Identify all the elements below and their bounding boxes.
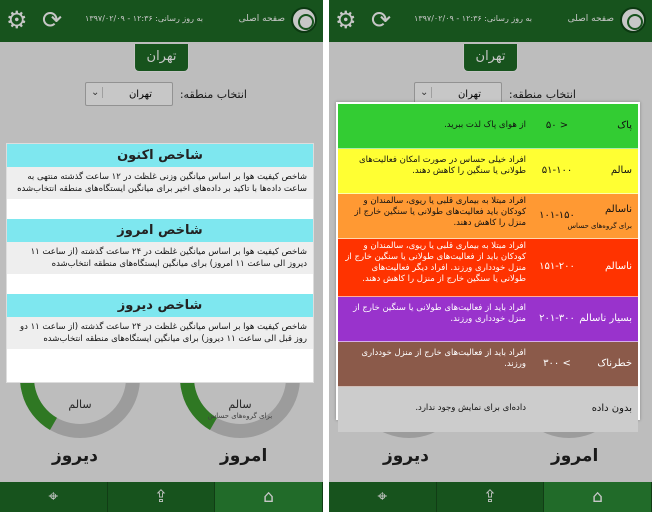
chevron-down-icon: ⌄ (420, 87, 432, 98)
info-desc-yesterday: شاخص کیفیت هوا بر اساس میانگین غلظت در ۲۴ ساعت گذشته (از ساعت ۱۱ دو روز قبل الی ساعت ۱۱ دیروز) برای میانگین ایستگاه‌های منطقه انتخاب‌شده (7, 317, 313, 349)
legend-row-hazardous (338, 342, 638, 387)
legend-name: پاک (617, 120, 632, 131)
legend-row-unhealthy-sensitive (338, 194, 638, 239)
legend-desc: افراد باید از فعالیت‌های خارج از منزل خودداری ورزند. (361, 348, 526, 369)
gear-icon[interactable]: ⚙ (335, 6, 357, 34)
home-icon[interactable]: ⌂ (215, 482, 323, 512)
legend-desc: افراد خیلی حساس در صورت امکان فعالیت‌های طولانی یا سنگین را کاهش دهند. (358, 155, 526, 176)
legend-desc: افراد مبتلا به بیماری قلبی یا ریوی، سالمندان و کودکان باید از فعالیت‌های طولانی یا سنگین خارج از منزل خودداری ورزند. افراد دیگر فعالیت‌های طولانی یا سنگین خارج از منزل را کاهش دهند. (345, 241, 526, 284)
refresh-icon[interactable]: ⟳ (371, 6, 392, 34)
legend-desc: افراد مبتلا به بیماری قلبی یا ریوی، سالمندان و کودکان باید فعالیت‌های طولانی یا سنگین خارج از منزل را کاهش دهند. (354, 196, 526, 228)
legend-range: ۱۰۱-۱۵۰ (539, 210, 575, 221)
home-link[interactable]: صفحه اصلی (567, 14, 614, 24)
region-label: انتخاب منطقه: (508, 88, 576, 101)
home-icon[interactable]: ⌂ (544, 482, 652, 512)
info-desc-today: شاخص کیفیت هوا بر اساس میانگین غلظت در ۲۴ ساعت گذشته (از ساعت ۱۱ دیروز الی ساعت ۱۱ امروز) برای میانگین ایستگاه‌های منطقه انتخاب‌شده (7, 242, 313, 274)
legend-name: ناسالم (605, 261, 632, 272)
legend-range: ۱۵۱-۲۰۰ (539, 261, 575, 272)
city-tab[interactable]: تهران (134, 44, 190, 72)
region-select-value: تهران (457, 89, 481, 100)
legend-desc: از هوای پاک لذت ببرید. (444, 120, 526, 130)
chart-upload-icon[interactable]: ⇪ (437, 482, 545, 512)
region-label: انتخاب منطقه: (179, 88, 247, 101)
legend-desc: افراد باید از فعالیت‌های طولانی یا سنگین خارج از منزل خودداری ورزند. (353, 303, 526, 324)
chevron-down-icon: ⌄ (91, 87, 103, 98)
today-status: سالم (228, 398, 252, 411)
yesterday-status: سالم (68, 398, 92, 411)
last-update-text: به روز رسانی: ۱۲:۳۶ - ۱۳۹۷/۰۲/۰۹ (414, 14, 532, 23)
info-desc-now: شاخص کیفیت هوا بر اساس میانگین وزنی غلظت در ۱۲ ساعت گذشته منتهی به ساعت داده‌ها با تاکید بر داده‌های اخیر برای میانگین ایستگاه‌های منطقه انتخاب‌شده (7, 167, 313, 199)
screen-aqi-legend (329, 0, 652, 512)
last-update-text: به روز رسانی: ۱۲:۳۶ - ۱۳۹۷/۰۲/۰۹ (85, 14, 203, 23)
yesterday-label: دیروز (52, 446, 99, 466)
info-title-now: شاخص اکنون (7, 144, 313, 167)
legend-row-clean (338, 104, 638, 149)
legend-range: ۵۱-۱۰۰ (541, 165, 573, 176)
today-status-sub: برای گروه‌های حساس (207, 412, 273, 420)
legend-row-very-unhealthy (338, 297, 638, 342)
home-link[interactable]: صفحه اصلی (238, 14, 285, 24)
legend-name: بسیار ناسالم (579, 313, 632, 324)
legend-row-no-data (338, 387, 638, 432)
legend-desc: داده‌ای برای نمایش وجود ندارد. (415, 403, 526, 413)
city-tab[interactable]: تهران (463, 44, 519, 72)
legend-name-sub: برای گروه‌های حساس (567, 222, 632, 230)
yesterday-label: دیروز (383, 446, 430, 466)
legend-name: بدون داده (591, 403, 632, 414)
info-title-today: شاخص امروز (7, 219, 313, 242)
info-divider (7, 274, 313, 294)
legend-name: ناسالم (605, 204, 632, 215)
legend-row-unhealthy (338, 239, 638, 297)
today-label: امروز (551, 446, 599, 466)
map-pin-icon[interactable]: ⌖ (329, 482, 437, 512)
region-select-value: تهران (128, 89, 152, 100)
legend-range: ۲۰۱-۳۰۰ (539, 313, 575, 324)
screen-index-info (0, 0, 323, 512)
refresh-icon[interactable]: ⟳ (42, 6, 63, 34)
legend-row-healthy (338, 149, 638, 194)
info-divider (7, 199, 313, 219)
info-title-yesterday: شاخص دیروز (7, 294, 313, 317)
today-label: امروز (220, 446, 268, 466)
gear-icon[interactable]: ⚙ (6, 6, 28, 34)
map-pin-icon[interactable]: ⌖ (0, 482, 108, 512)
legend-name: سالم (610, 165, 632, 176)
legend-range: ۳۰۰ < (543, 358, 571, 369)
aqi-legend-modal (336, 102, 640, 420)
chart-upload-icon[interactable]: ⇪ (108, 482, 216, 512)
legend-name: خطرناک (597, 358, 632, 369)
legend-range: ۵۰ > (545, 120, 569, 131)
index-info-modal (6, 143, 314, 383)
